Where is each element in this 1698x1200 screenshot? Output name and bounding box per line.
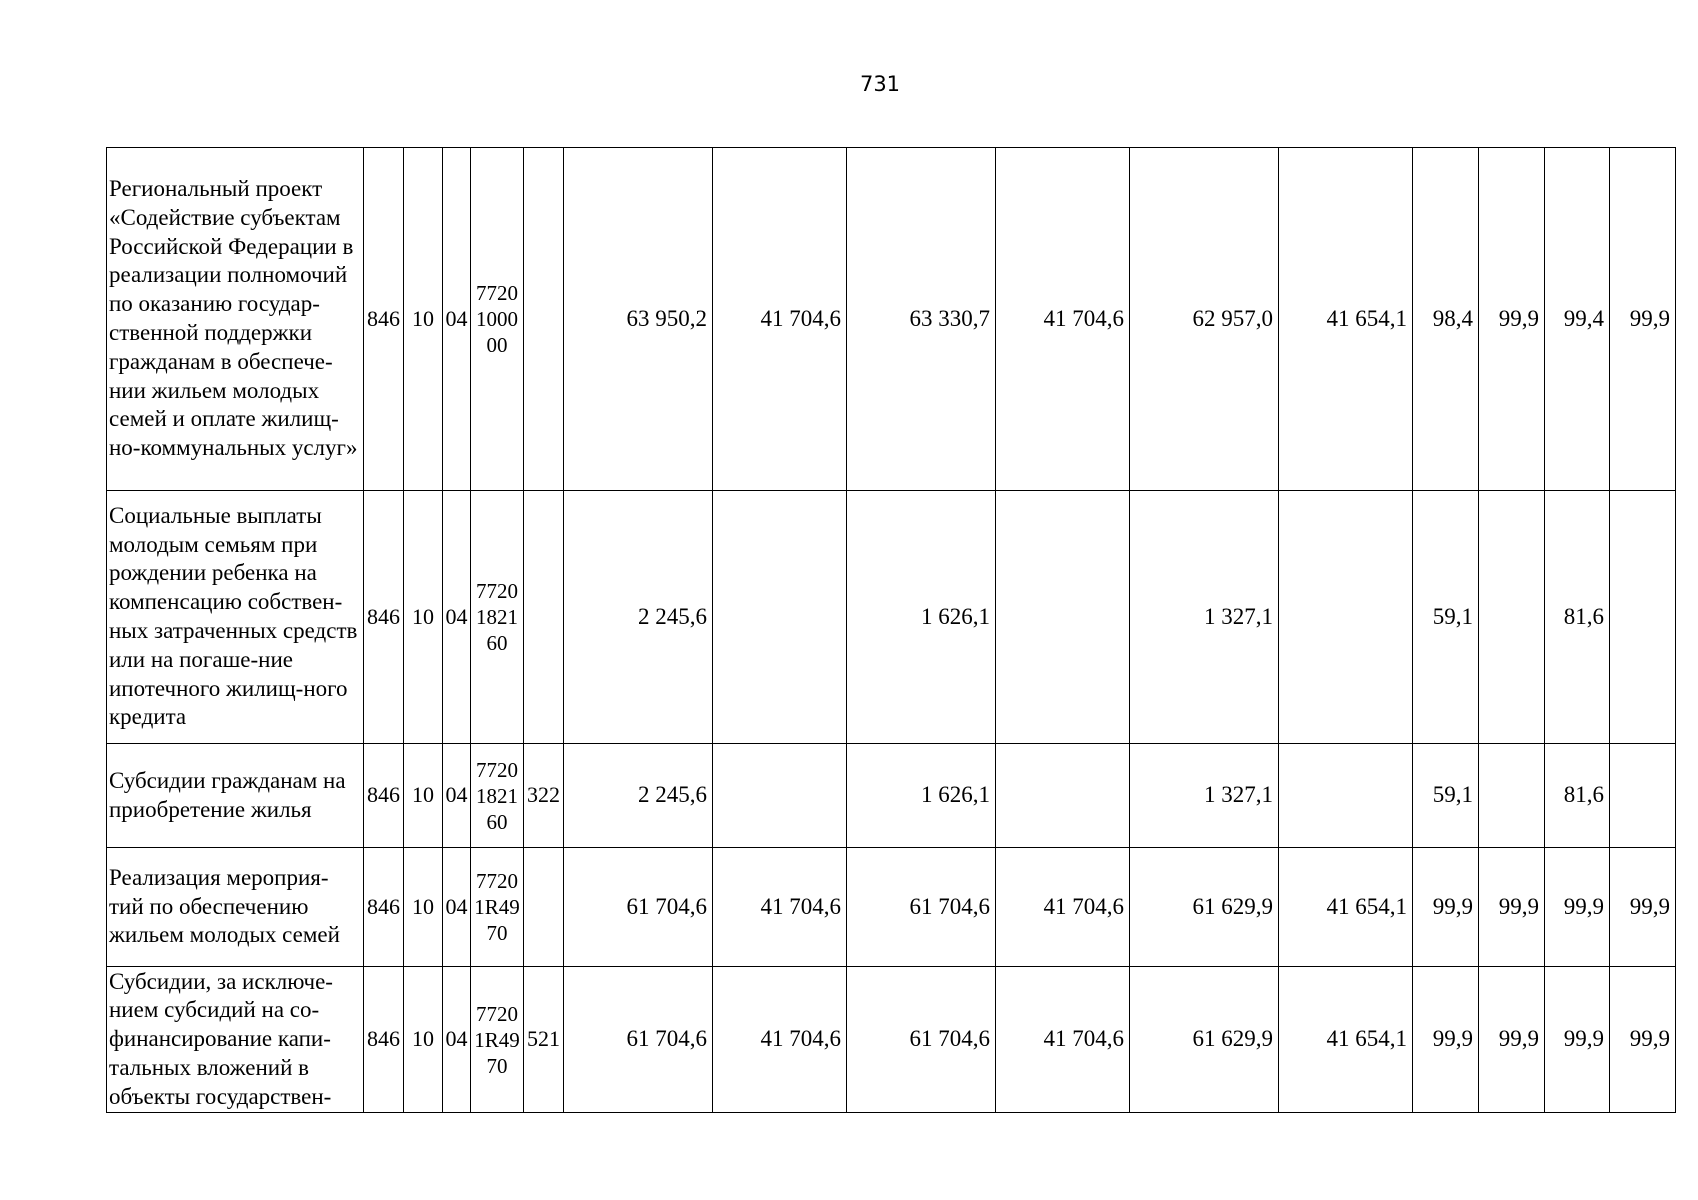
row-name: Социальные выплаты молодым семьям при рождении ребенка на компенсацию собствен-ных затраченных средств или на погаше-ние ипотечного жилищ-ного кредита [107, 491, 364, 744]
amount-cell [996, 744, 1130, 848]
grbs-code: 846 [364, 491, 404, 744]
grbs-code: 846 [364, 967, 404, 1113]
subsection-code: 04 [443, 148, 471, 491]
percent-cell: 99,9 [1610, 967, 1676, 1113]
amount-cell: 41 704,6 [996, 848, 1130, 967]
percent-cell: 99,9 [1413, 967, 1479, 1113]
percent-cell: 59,1 [1413, 491, 1479, 744]
percent-cell [1610, 491, 1676, 744]
table-row [107, 491, 1676, 744]
row-name: Реализация мероприя-тий по обеспечению жильем молодых семей [107, 848, 364, 967]
table-row [107, 148, 1676, 491]
table-row [107, 967, 1676, 1113]
expense-type-code [524, 491, 564, 744]
percent-cell: 99,9 [1413, 848, 1479, 967]
percent-cell: 81,6 [1545, 744, 1610, 848]
amount-cell: 1 327,1 [1130, 491, 1279, 744]
grbs-code: 846 [364, 744, 404, 848]
expense-type-code [524, 148, 564, 491]
budget-table [106, 147, 1676, 1113]
target-article-code: 7720 1821 60 [471, 491, 524, 744]
percent-cell: 99,9 [1545, 967, 1610, 1113]
amount-cell [713, 491, 847, 744]
percent-cell: 99,4 [1545, 148, 1610, 491]
amount-cell: 2 245,6 [564, 491, 713, 744]
percent-cell: 59,1 [1413, 744, 1479, 848]
amount-cell: 41 704,6 [996, 967, 1130, 1113]
section-code: 10 [404, 491, 443, 744]
amount-cell: 2 245,6 [564, 744, 713, 848]
expense-type-code [524, 848, 564, 967]
table-row [107, 848, 1676, 967]
amount-cell [713, 744, 847, 848]
target-article-code: 7720 1821 60 [471, 744, 524, 848]
percent-cell: 99,9 [1479, 848, 1545, 967]
percent-cell [1479, 744, 1545, 848]
section-code: 10 [404, 848, 443, 967]
amount-cell [1279, 744, 1413, 848]
amount-cell: 61 629,9 [1130, 848, 1279, 967]
row-name: Субсидии гражданам на приобретение жилья [107, 744, 364, 848]
section-code: 10 [404, 744, 443, 848]
row-name: Субсидии, за исключе-нием субсидий на со-финансирование капи-тальных вложений в объекты государствен- [107, 967, 364, 1113]
percent-cell [1479, 491, 1545, 744]
section-code: 10 [404, 967, 443, 1113]
amount-cell: 61 704,6 [564, 967, 713, 1113]
amount-cell: 41 654,1 [1279, 848, 1413, 967]
percent-cell: 98,4 [1413, 148, 1479, 491]
target-article-code: 7720 1R49 70 [471, 848, 524, 967]
amount-cell: 61 704,6 [847, 848, 996, 967]
amount-cell: 41 704,6 [996, 148, 1130, 491]
percent-cell: 99,9 [1610, 148, 1676, 491]
amount-cell: 63 330,7 [847, 148, 996, 491]
subsection-code: 04 [443, 848, 471, 967]
amount-cell: 41 654,1 [1279, 148, 1413, 491]
amount-cell: 41 704,6 [713, 848, 847, 967]
target-article-code: 7720 1000 00 [471, 148, 524, 491]
percent-cell: 81,6 [1545, 491, 1610, 744]
subsection-code: 04 [443, 491, 471, 744]
amount-cell [996, 491, 1130, 744]
percent-cell: 99,9 [1479, 148, 1545, 491]
amount-cell: 1 327,1 [1130, 744, 1279, 848]
amount-cell: 63 950,2 [564, 148, 713, 491]
amount-cell: 61 704,6 [564, 848, 713, 967]
amount-cell: 41 704,6 [713, 967, 847, 1113]
target-article-code: 7720 1R49 70 [471, 967, 524, 1113]
subsection-code: 04 [443, 967, 471, 1113]
table-row [107, 744, 1676, 848]
percent-cell: 99,9 [1479, 967, 1545, 1113]
page-number: 731 [859, 72, 901, 96]
subsection-code: 04 [443, 744, 471, 848]
percent-cell [1610, 744, 1676, 848]
expense-type-code: 322 [524, 744, 564, 848]
row-name: Региональный проект «Содействие субъектам Российской Федерации в реализации полномочий по оказанию государ-ственной поддержки гражданам в обеспече-нии жильем молодых семей и оплате жилищ-но-коммунальных услуг» [107, 148, 364, 491]
amount-cell: 1 626,1 [847, 491, 996, 744]
amount-cell: 62 957,0 [1130, 148, 1279, 491]
amount-cell: 61 629,9 [1130, 967, 1279, 1113]
amount-cell [1279, 491, 1413, 744]
percent-cell: 99,9 [1610, 848, 1676, 967]
percent-cell: 99,9 [1545, 848, 1610, 967]
grbs-code: 846 [364, 848, 404, 967]
amount-cell: 41 704,6 [713, 148, 847, 491]
amount-cell: 1 626,1 [847, 744, 996, 848]
grbs-code: 846 [364, 148, 404, 491]
section-code: 10 [404, 148, 443, 491]
expense-type-code: 521 [524, 967, 564, 1113]
amount-cell: 41 654,1 [1279, 967, 1413, 1113]
amount-cell: 61 704,6 [847, 967, 996, 1113]
